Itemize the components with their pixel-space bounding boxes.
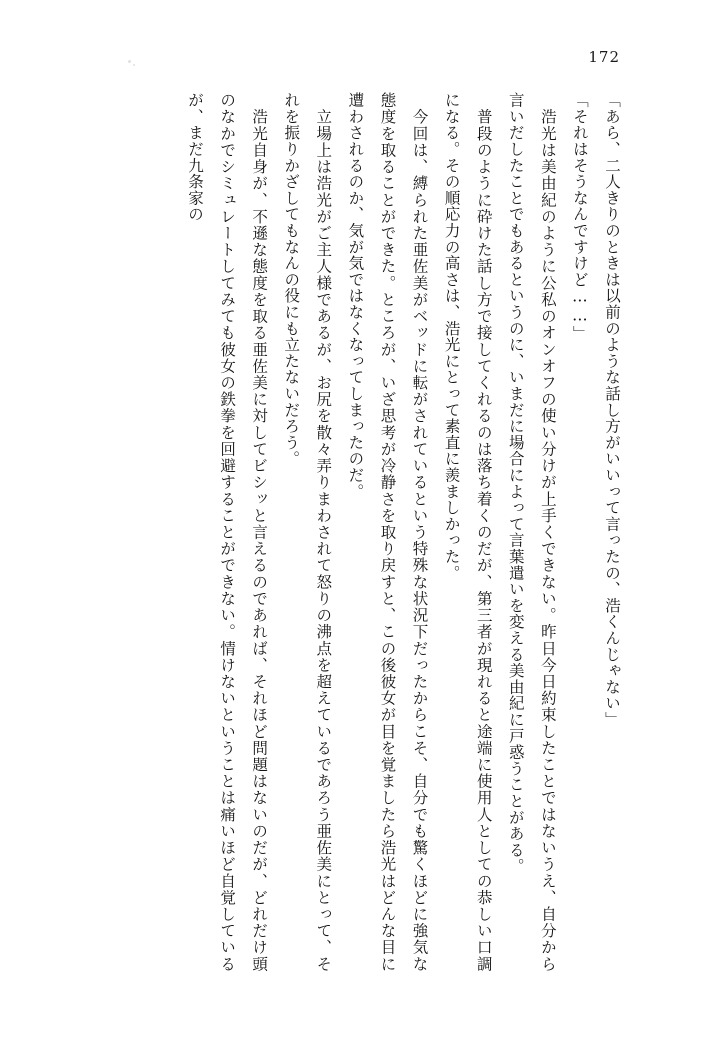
scan-speck-icon [133, 64, 135, 66]
paragraph: 今回は、縛られた亜佐美がベッドに転がされているという特殊な状況下だったからこそ、自分でも驚くほどに強気な態度を取ることができた。ところが、いざ思考が冷静さを取り戻すと、この後彼女が目を覚ましたら浩光はどんな目に遭わされるのか、気が気ではなくなってしまったのだ。 [346, 92, 429, 972]
paragraph: 浩光は美由紀のように公私のオンオフの使い分けが上手くできない。昨日今日約束したことではないうえ、自分から言いだしたことでもあるというのに、いまだに場合によって言葉遣いを変える美由紀に戸惑うことがある。 [506, 92, 557, 972]
paragraph: 普段のように砕けた話し方で接してくれるのは落ち着くのだが、第三者が現れると途端に使用人としての恭しい口調になる。その順応力の高さは、浩光にとって素直に羨ましかった。 [442, 92, 493, 972]
paragraph: 「あら、二人きりのときは以前のような話し方がいいって言ったの、浩くんじゃない」 [603, 92, 621, 728]
scan-speck-icon [128, 60, 131, 63]
paragraph: 立場上は浩光がご主人様であるが、お尻を散々弄りまわされて怒りの沸点を超えているであろう亜佐美にとって、それを振りかざしてもなんの役にも立たないだろう。 [282, 92, 333, 972]
paragraph: 「それはそうなんですけど……」 [570, 92, 589, 342]
paragraph: 浩光自身が、不遜な態度を取る亜佐美に対してビシッと言えるのであれば、それほど問題はないのだが、どれだけ頭のなかでシミュレートしてみても彼女の鉄拳を回避することができない。情けないということは痛いほど自覚しているが、まだ九条家の [185, 92, 269, 972]
page-text-body [84, 92, 628, 972]
page-number: 172 [588, 48, 620, 66]
